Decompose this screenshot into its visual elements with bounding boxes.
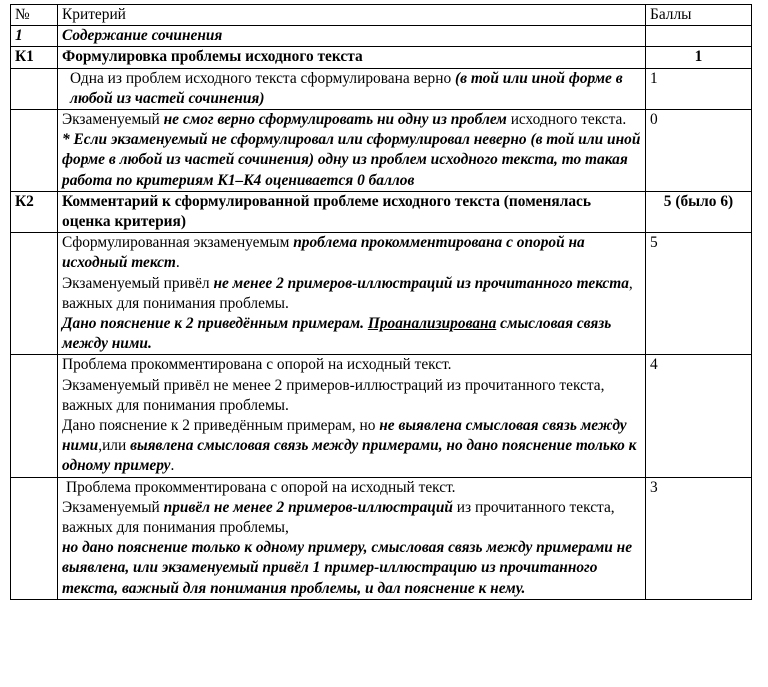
text-line: Проблема прокомментирована с опорой на исходный текст. <box>62 356 452 374</box>
text-run: Дано пояснение к 2 приведённым примерам, но <box>62 417 380 435</box>
header-num: № <box>11 5 58 26</box>
k2-max: 5 (было 6) <box>646 191 752 232</box>
text-run: . <box>175 254 180 272</box>
k2-title: Комментарий к сформулированной проблеме исходного текста (поменялась оценка критерия) <box>58 191 646 232</box>
section-points <box>646 26 752 47</box>
k1-footnote: * Если экзаменуемый не сформулировал или сформулировал неверно (в той или иной форме в любой из частей сочинения) одну из проблем исходного текста, то такая работа по критериям К1–К4 оценивается 0 баллов <box>62 131 641 189</box>
text-run: Проанализирована <box>367 315 497 333</box>
k1-score-0-text <box>58 110 646 192</box>
k2-score-4: 4 <box>646 355 752 477</box>
k2-score-4-text <box>58 355 646 477</box>
text-run: Экзаменуемый привёл <box>62 274 214 292</box>
text-run: . <box>170 457 175 475</box>
text-run: Сформулированная экзаменуемым <box>62 234 294 252</box>
k1-score-1-text <box>58 68 646 109</box>
text-run: Экзаменуемый <box>62 111 164 129</box>
text-line: Проблема прокомментирована с опорой на исходный текст. <box>66 478 456 496</box>
k1-row <box>11 47 752 68</box>
text-run: (в той или иной форме в любой из частей сочинения) <box>70 69 623 107</box>
section-row <box>11 26 752 47</box>
k1-score-0: 0 <box>646 110 752 192</box>
text-run: проблема прокомментирована с опорой на исходный текст <box>62 234 585 272</box>
k1-score-0-row <box>11 110 752 192</box>
k2-score-4-row <box>11 355 752 477</box>
criteria-table <box>10 4 752 600</box>
text-run: , <box>363 539 372 557</box>
text-run: привёл не менее 2 примеров-иллюстраций <box>163 498 453 516</box>
text-run: из прочитанного текста, важных для понимания проблемы, <box>62 498 615 537</box>
text-run: не смог верно сформулировать ни одну из проблем <box>163 111 507 129</box>
k2-score-5-text <box>58 233 646 355</box>
k1-score-1-row <box>11 68 752 109</box>
text-run: исходного текста. <box>506 111 627 129</box>
k2-score-5: 5 <box>646 233 752 355</box>
k2-row <box>11 191 752 232</box>
text-run: . <box>147 335 152 353</box>
text-run: не выявлена смысловая связь между ними <box>62 417 627 455</box>
k2-score-3: 3 <box>646 477 752 599</box>
text-run: смысловая связь между ними <box>62 315 612 353</box>
text-run: . <box>360 315 368 333</box>
section-num: 1 <box>11 26 58 47</box>
text-run: Дано пояснение к 2 приведённым примерам <box>62 315 361 333</box>
text-run: но дано пояснение только к одному примеру <box>62 539 364 557</box>
k1-score-1: 1 <box>646 68 752 109</box>
k1-title: Формулировка проблемы исходного текста <box>58 47 646 68</box>
text-run: , важных для понимания проблемы. <box>62 274 633 312</box>
text-line: Экзаменуемый привёл не менее 2 примеров-иллюстраций из прочитанного текста, важных для понимания проблемы. <box>62 376 605 414</box>
text-run: смысловая связь между примерами не выявлена, или экзаменуемый привёл 1 пример-иллюстрацию из прочитанного текста, важный для понимания проблемы, и дал пояснение к нему. <box>62 539 633 597</box>
text-run: ,или <box>98 437 131 455</box>
header-criterion: Критерий <box>58 5 646 26</box>
header-row <box>11 5 752 26</box>
k2-score-3-row <box>11 477 752 599</box>
k2-score-5-row <box>11 233 752 355</box>
section-title: Содержание сочинения <box>58 26 646 47</box>
k2-score-3-text <box>58 477 646 599</box>
text-run: выявлена смысловая связь между примерами, но дано пояснение только к одному примеру <box>62 437 637 475</box>
k1-max: 1 <box>646 47 752 68</box>
text-run: Экзаменуемый <box>62 498 164 516</box>
k2-code: К2 <box>11 191 58 232</box>
text-run: не менее 2 примеров-иллюстраций из прочитанного текста <box>213 274 629 292</box>
k1-code: К1 <box>11 47 58 68</box>
text-run: Одна из проблем исходного текста сформулирована верно <box>70 69 456 87</box>
header-points: Баллы <box>646 5 752 26</box>
